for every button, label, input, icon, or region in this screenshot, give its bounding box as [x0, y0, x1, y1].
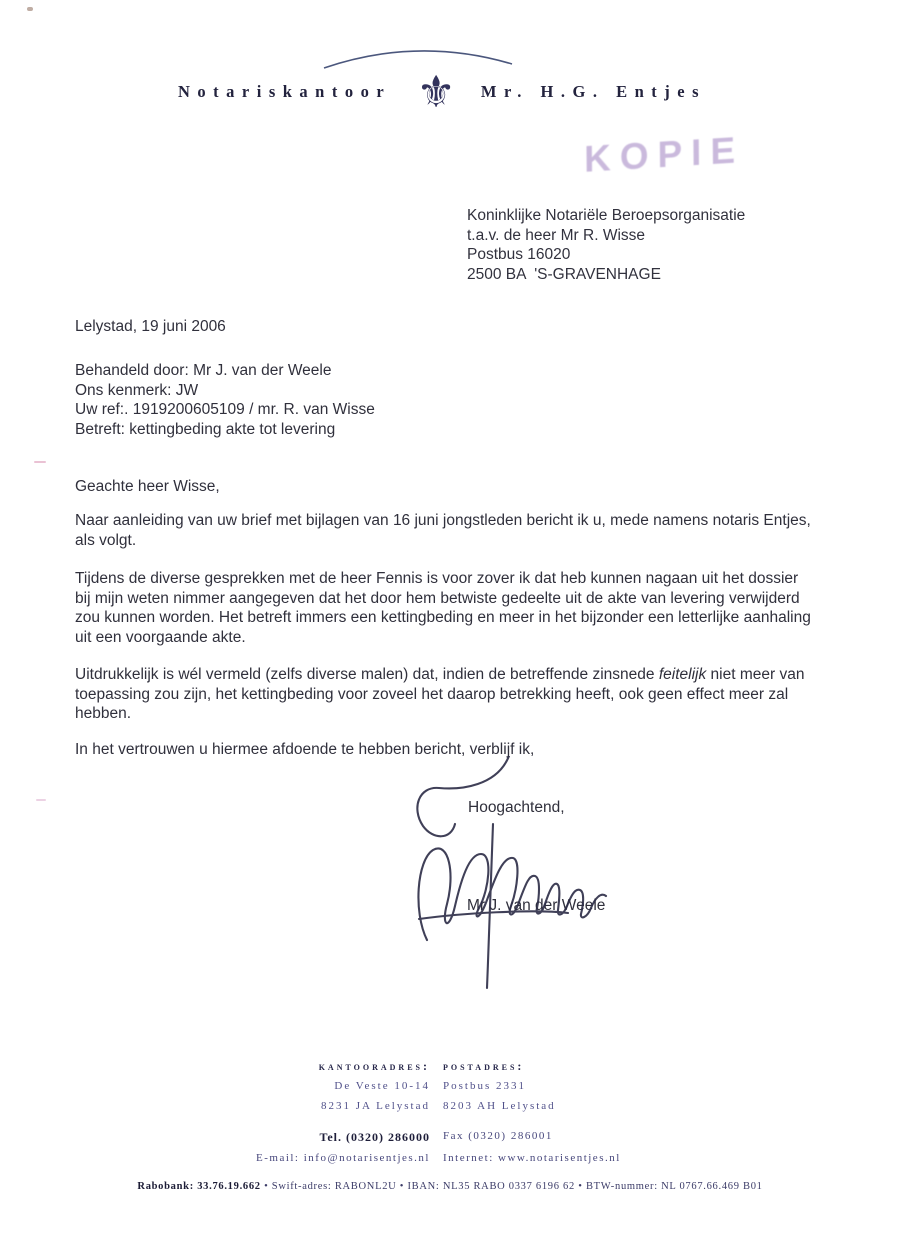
- website-address: Internet: www.notarisentjes.nl: [443, 1152, 621, 1164]
- email-address: E-mail: info@notarisentjes.nl: [256, 1152, 430, 1164]
- notary-name: Mr. H.G. Entjes: [480, 82, 706, 101]
- reference-block: [75, 361, 375, 439]
- recipient-line: Postbus 16020: [467, 246, 571, 263]
- valediction: Hoogachtend,: [468, 799, 565, 816]
- bank-details-line: [0, 1181, 900, 1192]
- office-address-city: 8231 JA Lelystad: [321, 1100, 430, 1112]
- postal-address-label: postadres:: [443, 1059, 525, 1073]
- our-reference-line: Ons kenmerk: JW: [75, 381, 199, 399]
- office-label: Notariskantoor: [178, 82, 392, 101]
- fax-number: Fax (0320) 286001: [443, 1130, 553, 1142]
- phone-number: Tel. (0320) 286000: [319, 1130, 430, 1144]
- body-paragraph-1: Naar aanleiding van uw brief met bijlagen van 16 juni jongstleden bericht ik u, mede namens notaris Entjes, als volgt.: [75, 512, 811, 549]
- recipient-line: t.a.v. de heer Mr R. Wisse: [467, 226, 646, 244]
- salutation: Geachte heer Wisse,: [75, 478, 220, 495]
- recipient-line: Koninklijke Notariële Beroepsorganisatie: [467, 207, 746, 224]
- your-reference-line: Uw ref:. 1919200605109 / mr. R. van Wisse: [75, 401, 375, 418]
- bank-details-rest: • Swift-adres: RABONL2U • IBAN: NL35 RABO 0337 6196 62 • BTW-nummer: NL 0767.66.469 B01: [260, 1181, 763, 1192]
- office-address-street: De Veste 10-14: [334, 1080, 430, 1092]
- subject-line: Betreft: kettingbeding akte tot levering: [75, 420, 336, 438]
- signer-name: Mr J. van der Weele: [467, 897, 606, 914]
- paragraph-3-text: niet meer van toepassing zou zijn, het kettingbeding voor zoveel het daarop betrekking heeft, ook geen effect meer zal hebben.: [75, 666, 805, 722]
- scan-artifact: [34, 461, 46, 463]
- date-line: Lelystad, 19 juni 2006: [75, 318, 226, 335]
- body-paragraph-2: Tijdens de diverse gesprekken met de heer Fennis is voor zover ik dat heb kunnen nagaan uit het dossier bij mijn weten nimmer aangegeven dat het door hem betwiste gedeelte uit de akte van levering verwijderd zou kunnen worden. Het betreft immers een kettingbeding en meer in het bijzonder een letterlijke aanhaling uit een voorgaande akte.: [75, 570, 811, 646]
- scan-artifact: [36, 799, 46, 801]
- handwritten-signature: [403, 756, 638, 996]
- kopie-stamp: KOPIE: [583, 129, 745, 180]
- recipient-address: [467, 206, 745, 284]
- postal-address-city: 8203 AH Lelystad: [443, 1100, 556, 1112]
- bank-account: Rabobank: 33.76.19.662: [137, 1181, 261, 1192]
- paragraph-3-emphasis: feitelijk: [658, 666, 707, 683]
- recipient-line: 2500 BA 'S-GRAVENHAGE: [467, 265, 661, 283]
- paragraph-3-text: Uitdrukkelijk is wél vermeld (zelfs diverse malen) dat, indien de betreffende zinsnede: [75, 666, 659, 683]
- scan-artifact: [27, 7, 33, 11]
- letterhead: Notariskantoor ⚜ Mr. H.G. Entjes: [178, 67, 706, 118]
- handled-by-line: Behandeld door: Mr J. van der Weele: [75, 362, 332, 379]
- postal-address-box: Postbus 2331: [443, 1080, 526, 1092]
- office-address-label: kantooradres:: [318, 1059, 430, 1073]
- body-paragraph-3: [75, 665, 813, 724]
- body-paragraph-4: In het vertrouwen u hiermee afdoende te hebben bericht, verblijf ik,: [75, 741, 535, 758]
